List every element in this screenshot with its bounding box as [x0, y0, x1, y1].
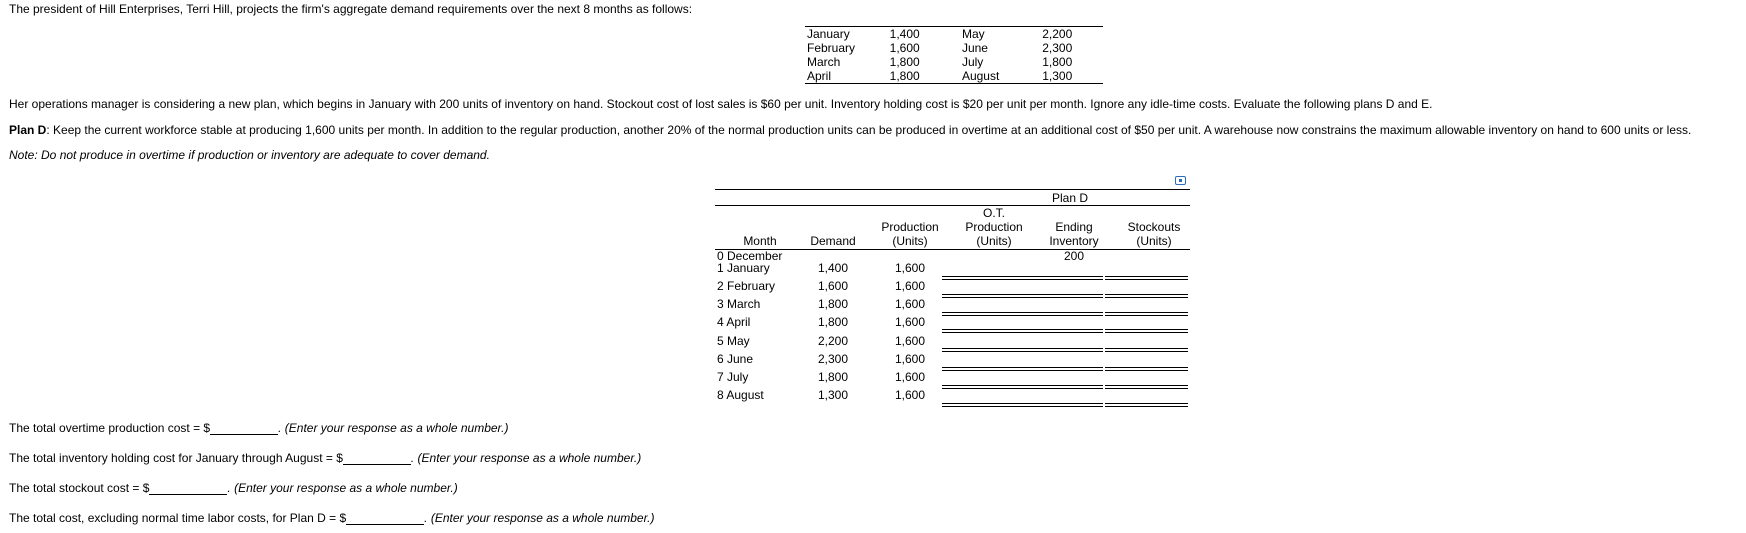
row-demand: 1,400	[817, 261, 849, 275]
table-row: March 1,800 July 1,800	[807, 55, 1073, 69]
ot-cost-input[interactable]	[210, 422, 278, 435]
table-row: April 1,800 August 1,300	[805, 69, 1103, 84]
question-holding-cost	[9, 451, 641, 465]
stockouts-input-border	[1105, 332, 1188, 333]
row-demand: 1,800	[817, 370, 849, 384]
row-production: 1,600	[894, 261, 926, 275]
plan-text: : Keep the current workforce stable at producing 1,600 units per month. In addition to the regular production, another 20% of the normal production units can be produced in overtime at an additional cost of $50 per unit. A warehouse now constrains the maximum allowable inventory on hand to 600 units or less.	[46, 123, 1692, 137]
ot-production-input-border	[942, 351, 1022, 352]
ot-production-input[interactable]	[942, 329, 1022, 330]
row-production: 1,600	[894, 315, 926, 329]
ending-inventory-input-border	[1021, 370, 1103, 371]
intro-text: The president of Hill Enterprises, Terri Hill, projects the firm's aggregate demand requirements over the next 8 months as follows:	[9, 2, 693, 16]
divider	[715, 189, 1190, 190]
question-label: The total overtime production cost = $	[9, 421, 211, 435]
stockout-cost-input[interactable]	[149, 482, 227, 495]
header-demand: Demand	[810, 234, 856, 248]
holding-cost-input[interactable]	[343, 452, 411, 465]
row-month: 2 February	[717, 279, 776, 293]
row-production: 1,600	[894, 279, 926, 293]
ot-production-input-border	[942, 370, 1022, 371]
stockouts-input[interactable]	[1105, 348, 1188, 349]
row-production: 1,600	[894, 388, 926, 402]
question-ot-cost	[9, 421, 508, 435]
ot-production-input-border	[942, 406, 1022, 407]
stockouts-input-border	[1105, 297, 1188, 298]
row-month: 5 May	[717, 334, 750, 348]
stockouts-input-border	[1105, 406, 1188, 407]
row-demand: 1,600	[817, 279, 849, 293]
question-label: The total inventory holding cost for January through August = $	[9, 451, 343, 465]
stockouts-input-border	[1105, 370, 1188, 371]
row-demand: 2,300	[817, 352, 849, 366]
ending-inventory-input[interactable]	[1021, 367, 1103, 368]
ot-production-input-border	[942, 315, 1022, 316]
header-production-units: (Units)	[892, 234, 928, 248]
stockouts-input[interactable]	[1105, 276, 1188, 277]
stockouts-input[interactable]	[1105, 329, 1188, 330]
ending-inventory-input-border	[1021, 351, 1103, 352]
row-production: 1,600	[894, 334, 926, 348]
stockouts-input[interactable]	[1105, 403, 1188, 404]
ot-production-input[interactable]	[942, 276, 1022, 277]
operations-text: Her operations manager is considering a new plan, which begins in January with 200 units of inventory on hand. Stockout cost of lost sales is $60 per unit. Inventory holding cost is $20 per unit per month. Ignore any idle-time costs. Evaluate the following plans D and E.	[9, 97, 1433, 111]
initial-inventory: 200	[1063, 249, 1085, 263]
row-production: 1,600	[894, 352, 926, 366]
ot-production-input[interactable]	[942, 312, 1022, 313]
row-demand: 1,800	[817, 315, 849, 329]
ending-inventory-input-border	[1021, 297, 1103, 298]
pencil-icon[interactable]	[1175, 176, 1186, 185]
table-row: February 1,600 June 2,300	[807, 41, 1073, 55]
note-text: Note: Do not produce in overtime if production or inventory are adequate to cover demand.	[9, 148, 490, 162]
row-demand: 2,200	[817, 334, 849, 348]
stockouts-input[interactable]	[1105, 367, 1188, 368]
question-label: The total stockout cost = $	[9, 481, 150, 495]
header-month: Month	[743, 234, 777, 248]
ot-production-input[interactable]	[942, 294, 1022, 295]
ending-inventory-input-border	[1021, 332, 1103, 333]
ending-inventory-input[interactable]	[1021, 312, 1103, 313]
question-label: The total cost, excluding normal time labor costs, for Plan D = $	[9, 511, 347, 525]
header-ending: Ending	[1055, 220, 1093, 234]
row-production: 1,600	[894, 370, 926, 384]
divider	[715, 249, 1190, 250]
table-row: January 1,400 May 2,200	[807, 27, 1073, 41]
row-month: 4 April	[717, 315, 751, 329]
stockouts-input[interactable]	[1105, 294, 1188, 295]
ending-inventory-input-border	[1021, 406, 1103, 407]
question-total-cost	[9, 511, 655, 525]
plan-title: Plan D	[1051, 191, 1089, 205]
ending-inventory-input[interactable]	[1021, 294, 1103, 295]
header-stockouts: Stockouts	[1127, 220, 1181, 234]
month-december: 0 December	[717, 249, 783, 263]
stockouts-input[interactable]	[1105, 312, 1188, 313]
row-month: 6 June	[717, 352, 754, 366]
row-demand: 1,300	[817, 388, 849, 402]
ending-inventory-input-border	[1021, 388, 1103, 389]
total-cost-input[interactable]	[346, 512, 424, 525]
question-stockout-cost	[9, 481, 458, 495]
ot-production-input-border	[942, 388, 1022, 389]
ot-production-input[interactable]	[942, 367, 1022, 368]
question-hint: . (Enter your response as a whole number.)	[424, 511, 655, 525]
ending-inventory-input[interactable]	[1021, 329, 1103, 330]
row-month: 1 January	[717, 261, 770, 275]
row-demand: 1,800	[817, 297, 849, 311]
stockouts-input-border	[1105, 388, 1188, 389]
question-hint: . (Enter your response as a whole number.)	[278, 421, 509, 435]
stockouts-input-border	[1105, 279, 1188, 280]
header-stockouts-units: (Units)	[1136, 234, 1172, 248]
header-ot-units: (Units)	[976, 234, 1012, 248]
ending-inventory-input[interactable]	[1021, 403, 1103, 404]
question-hint: . (Enter your response as a whole number.)	[410, 451, 642, 465]
ot-production-input-border	[942, 279, 1022, 280]
ending-inventory-input[interactable]	[1021, 276, 1103, 277]
demand-table	[805, 26, 1103, 84]
ending-inventory-input[interactable]	[1021, 348, 1103, 349]
row-production: 1,600	[894, 297, 926, 311]
ot-production-input[interactable]	[942, 403, 1022, 404]
stockouts-input-border	[1105, 351, 1188, 352]
plan-label: Plan D	[9, 123, 47, 137]
row-month: 3 March	[717, 297, 761, 311]
stockouts-input[interactable]	[1105, 385, 1188, 386]
plan-description	[9, 123, 1691, 137]
question-hint: . (Enter your response as a whole number.)	[227, 481, 458, 495]
ot-production-input[interactable]	[942, 348, 1022, 349]
header-ot: O.T.	[982, 206, 1005, 220]
row-month: 7 July	[717, 370, 749, 384]
row-month: 8 August	[717, 388, 764, 402]
header-ot-production: Production	[965, 220, 1023, 234]
stockouts-input-border	[1105, 315, 1188, 316]
ending-inventory-input-border	[1021, 279, 1103, 280]
ending-inventory-input[interactable]	[1021, 385, 1103, 386]
ot-production-input[interactable]	[942, 385, 1022, 386]
ending-inventory-input-border	[1021, 315, 1103, 316]
ot-production-input-border	[942, 297, 1022, 298]
header-production: Production	[881, 220, 939, 234]
header-ending-inventory: Inventory	[1049, 234, 1099, 248]
ot-production-input-border	[942, 332, 1022, 333]
